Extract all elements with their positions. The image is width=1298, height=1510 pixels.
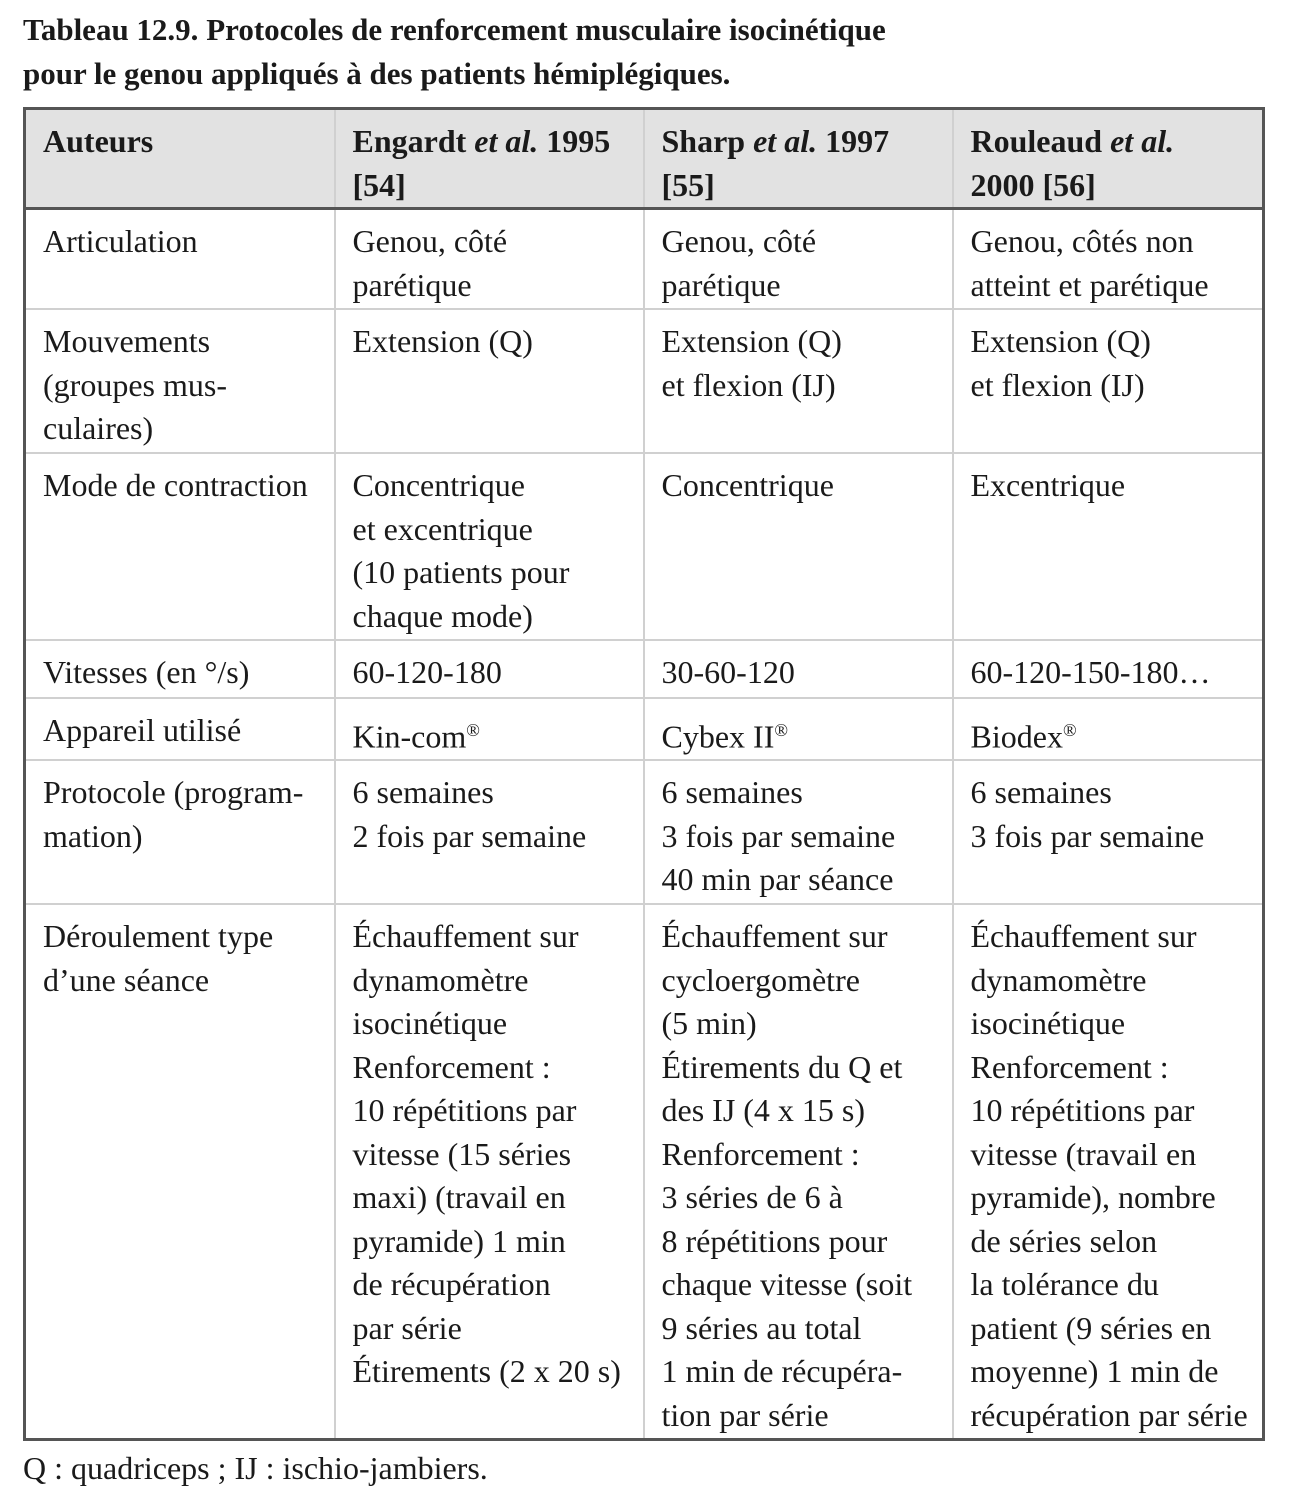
cell-text: Extension (Q) et flexion (IJ) — [970, 323, 1151, 403]
registered-mark: ® — [1062, 720, 1077, 740]
table-caption — [23, 8, 1263, 96]
cell-text: Échauffement sur dynamomètre isocinétique Renforcement : 10 répétitions par vitesse (15 séries maxi) (travail en pyramide) 1 min de récupération par série Étirements (2 x 20 s) — [352, 918, 621, 1390]
author-name: Rouleaud — [970, 123, 1111, 159]
table-row — [25, 760, 1264, 904]
table-row — [25, 209, 1264, 310]
caption-line1: Protocoles de renforcement musculaire isocinétique — [198, 12, 886, 47]
cell-text: Échauffement sur cycloergomètre (5 min) Étirements du Q et des IJ (4 x 15 s) Renforcement : 3 séries de 6 à 8 répétitions pour chaque vitesse (soit 9 séries au total 1 min de récupéra- tion par série — [661, 918, 913, 1433]
year-ref: 2000 [56] — [970, 166, 1096, 203]
protocols-table — [23, 107, 1265, 1441]
cell-text: 60-120-150-180… — [970, 654, 1211, 690]
table-cell — [335, 640, 644, 698]
cell-text: Appareil utilisé — [43, 712, 242, 748]
cell-text: Extension (Q) — [352, 323, 533, 359]
cell-text: Biodex — [970, 718, 1063, 755]
table-cell — [953, 209, 1264, 310]
et-al: et al. — [474, 123, 539, 159]
table-cell — [644, 309, 953, 453]
cell-text: 6 semaines 3 fois par semaine — [970, 774, 1205, 854]
table-cell — [644, 760, 953, 904]
cell-text: Mouvements (groupes mus- culaires) — [43, 323, 227, 446]
table-cell — [644, 698, 953, 760]
cell-text: Excentrique — [970, 467, 1126, 503]
row-label — [25, 453, 335, 640]
header-sharp — [644, 109, 953, 209]
cell-text: Échauffement sur dynamomètre isocinétique Renforcement : 10 répétitions par vitesse (travail en pyramide), nombre de séries selon la tolérance du patient (9 séries en moyenne) 1 min de récupération par série — [970, 918, 1248, 1433]
table-cell — [644, 640, 953, 698]
table-cell — [953, 904, 1264, 1440]
table-cell — [953, 640, 1264, 698]
table-cell — [335, 904, 644, 1440]
table-cell — [335, 698, 644, 760]
cell-text: Cybex II — [661, 718, 775, 755]
cell-text: Genou, côté parétique — [661, 223, 817, 303]
cell-text: 6 semaines 2 fois par semaine — [352, 774, 587, 854]
table-cell — [335, 453, 644, 640]
year-ref: 1997 [55] — [661, 123, 890, 203]
year-ref: 1995 [54] — [352, 123, 611, 203]
header-engardt — [335, 109, 644, 209]
table-cell — [953, 309, 1264, 453]
header-rouleaud — [953, 109, 1264, 209]
table-row — [25, 309, 1264, 453]
header-text: Auteurs — [43, 123, 154, 159]
table-row — [25, 453, 1264, 640]
et-al: et al. — [753, 123, 818, 159]
cell-text: Vitesses (en °/s) — [43, 654, 250, 690]
table-cell — [953, 698, 1264, 760]
cell-text: Concentrique — [661, 467, 834, 503]
author-name: Sharp — [661, 123, 754, 159]
table-cell — [644, 904, 953, 1440]
registered-mark: ® — [466, 720, 480, 740]
row-label — [25, 760, 335, 904]
row-label — [25, 209, 335, 310]
table-row — [25, 640, 1264, 698]
table-cell — [953, 760, 1264, 904]
cell-text: Mode de contraction — [43, 467, 308, 503]
table-cell — [644, 453, 953, 640]
footnote: Q : quadriceps ; IJ : ischio-jambiers. — [23, 1450, 488, 1486]
table-cell — [335, 760, 644, 904]
author-name: Engardt — [352, 123, 475, 159]
cell-text: Déroulement type d’une séance — [43, 918, 274, 998]
table-cell — [335, 309, 644, 453]
caption-label: Tableau 12.9. — [23, 12, 199, 47]
caption-line2: pour le genou appliqués à des patients hémiplégiques. — [23, 56, 731, 91]
table-row — [25, 904, 1264, 1440]
row-label — [25, 904, 335, 1440]
table-cell — [335, 209, 644, 310]
et-al: et al. — [1110, 123, 1175, 159]
row-label — [25, 309, 335, 453]
header-row — [25, 109, 1264, 209]
cell-text: Genou, côté parétique — [352, 223, 508, 303]
table-cell — [953, 453, 1264, 640]
cell-text: Genou, côtés non atteint et parétique — [970, 223, 1209, 303]
row-label — [25, 640, 335, 698]
row-label — [25, 698, 335, 760]
cell-text: Concentrique et excentrique (10 patients pour chaque mode) — [352, 467, 570, 634]
table-cell — [644, 209, 953, 310]
cell-text: Articulation — [43, 223, 198, 259]
table-row — [25, 698, 1264, 760]
cell-text: Kin-com — [352, 718, 467, 755]
cell-text: Protocole (program- mation) — [43, 774, 304, 854]
cell-text: Extension (Q) et flexion (IJ) — [661, 323, 842, 403]
cell-text: 60-120-180 — [352, 654, 502, 690]
cell-text: 30-60-120 — [661, 654, 795, 690]
cell-text: 6 semaines 3 fois par semaine 40 min par séance — [661, 774, 896, 898]
header-authors — [25, 109, 335, 209]
registered-mark: ® — [774, 720, 789, 740]
